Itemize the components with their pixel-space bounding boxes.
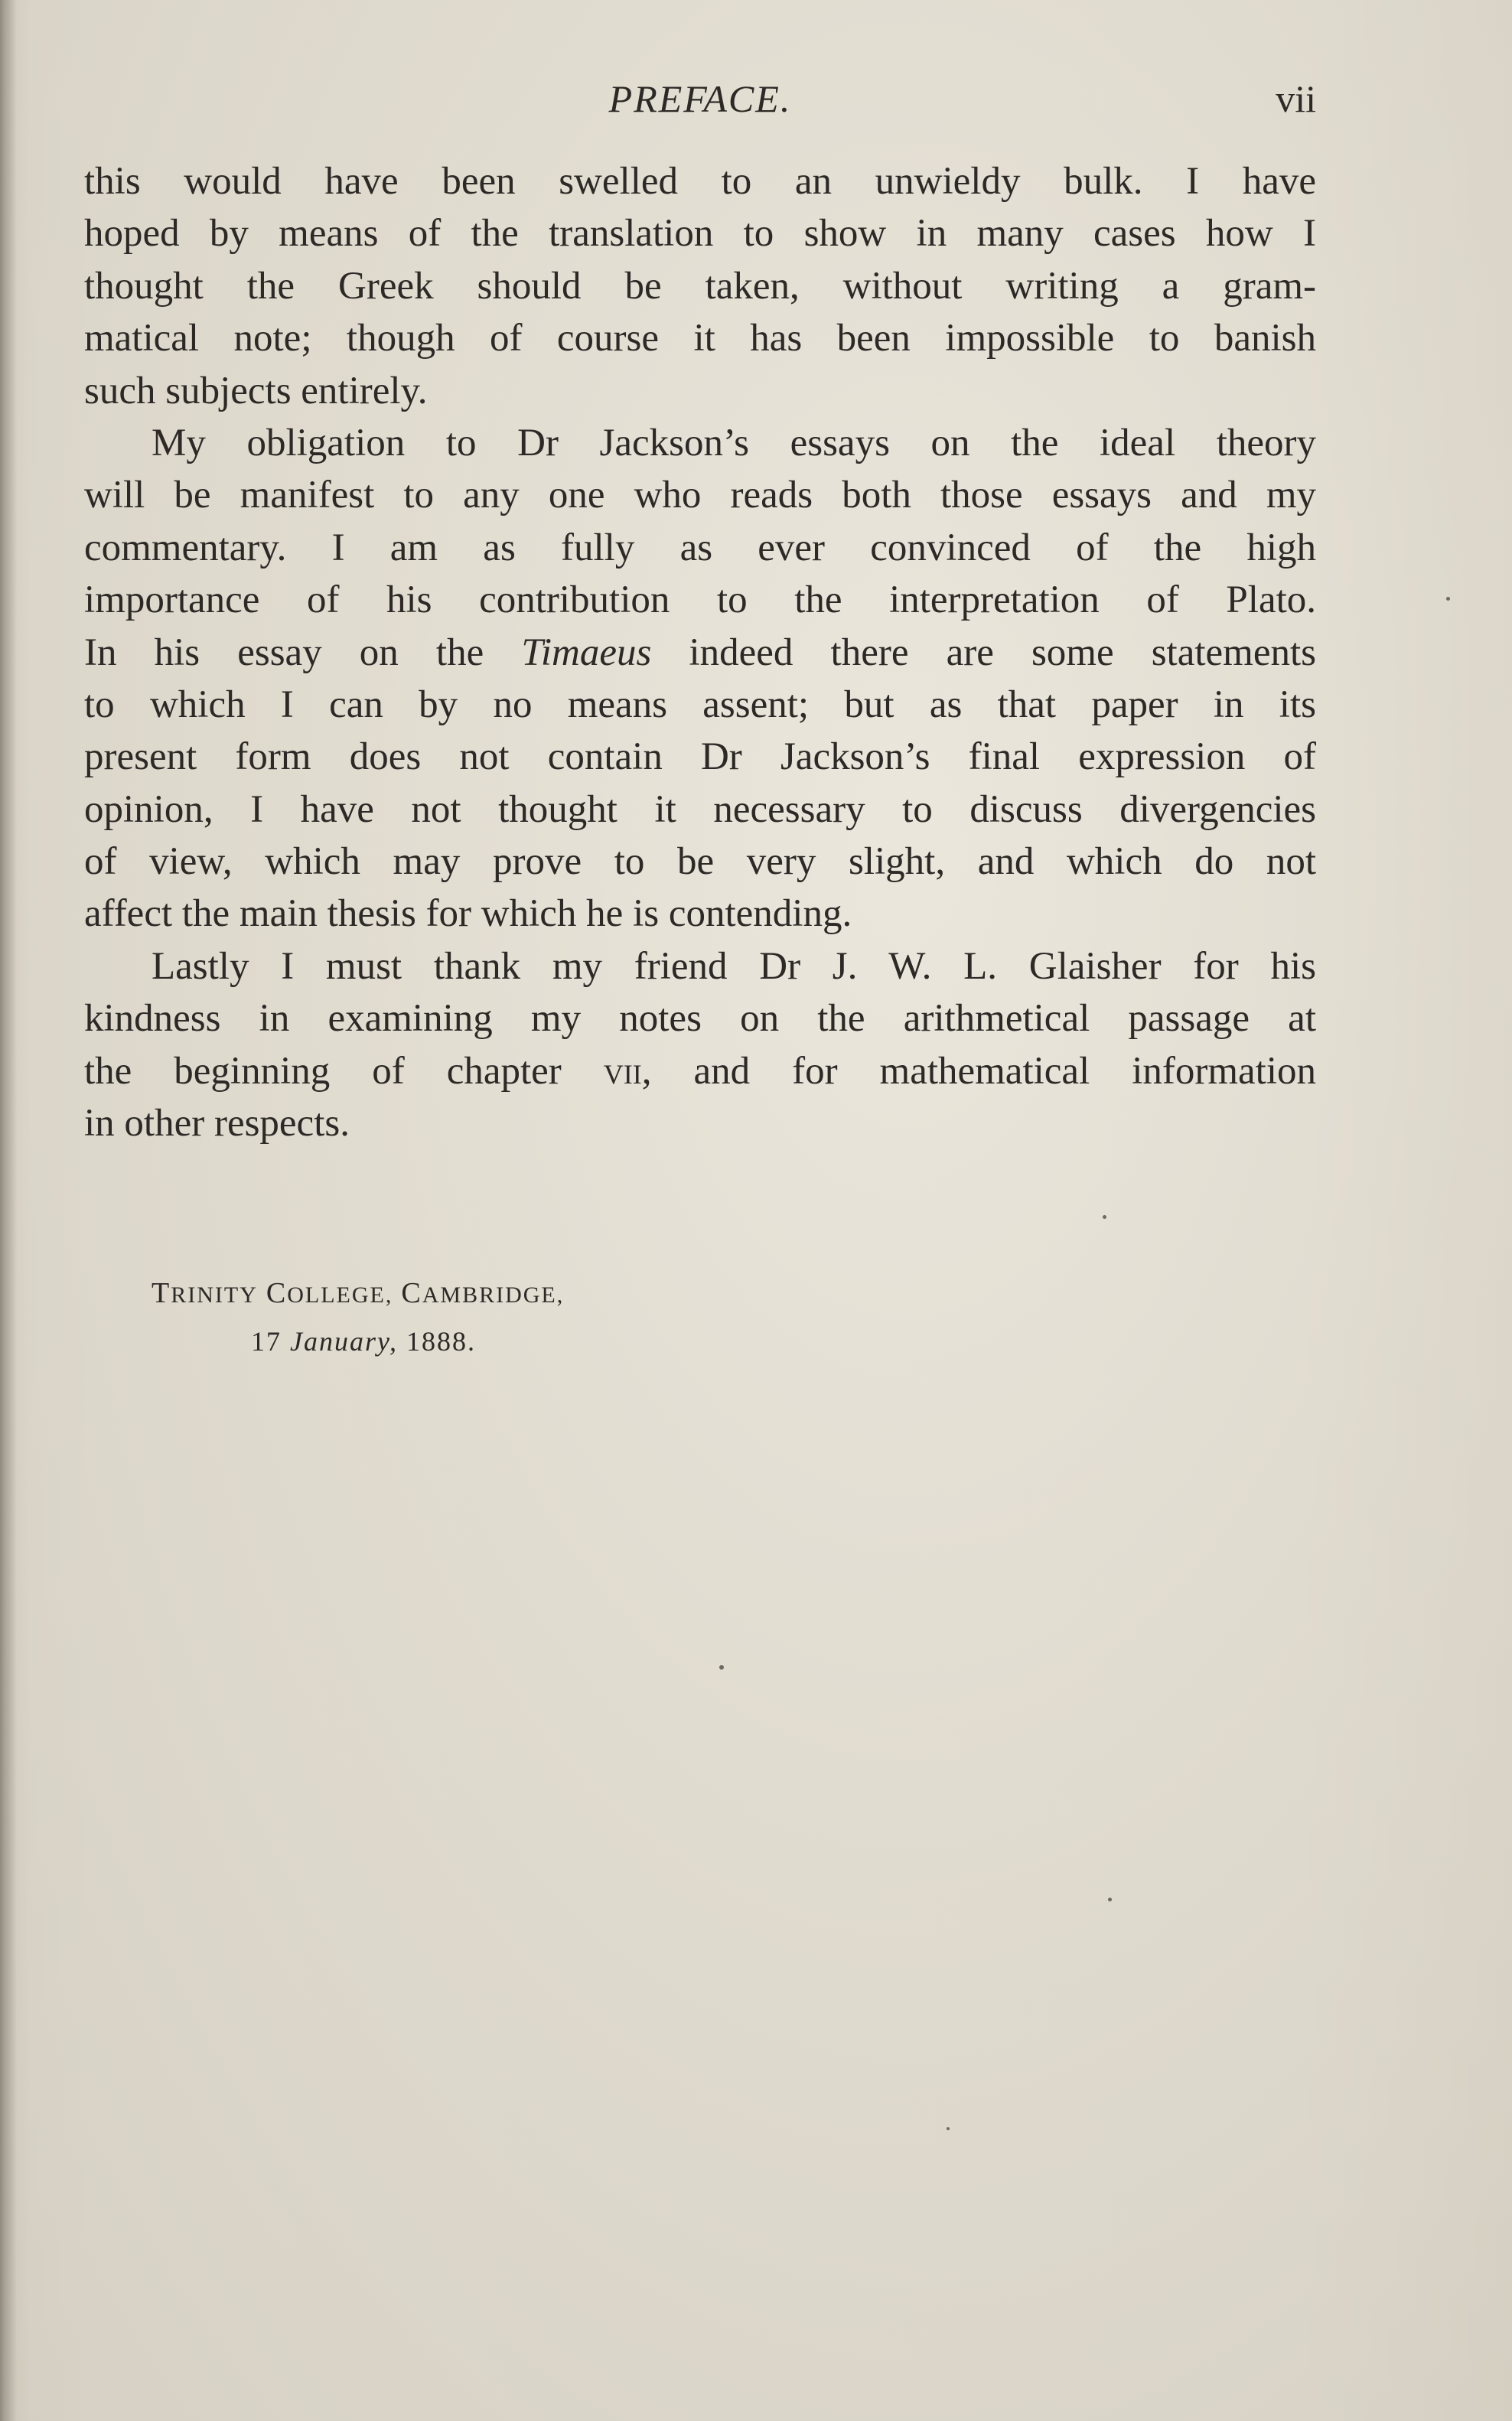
paper-speck — [947, 2127, 950, 2130]
preface-body — [84, 155, 1316, 1149]
paper-speck — [1446, 597, 1450, 601]
letter-rest: RINITY — [171, 1282, 258, 1308]
text-line: in other respects. — [84, 1102, 350, 1145]
date-month: January, — [290, 1326, 398, 1357]
signature-date — [152, 1318, 564, 1364]
text-fragment: , and for mathematical information — [641, 1049, 1316, 1093]
paper-speck — [719, 1665, 724, 1670]
letter: C — [266, 1277, 288, 1309]
page-title: PREFACE. — [608, 77, 792, 120]
italic-title-timaeus: Timaeus — [521, 631, 652, 674]
text-line: importance of his contribution to the interpretation of Plato. — [84, 578, 1316, 622]
text-line-chapter — [84, 1045, 1316, 1097]
text-fragment: the beginning of chapter — [84, 1049, 604, 1093]
text-line: matical note; though of course it has been impossible to banish — [84, 317, 1316, 360]
text-line: to which I can by no means assent; but as that paper in its — [84, 683, 1316, 726]
text-fragment: In his essay on the — [84, 631, 522, 674]
text-line: hoped by means of the translation to show in many cases how I — [84, 212, 1316, 256]
chapter-number: vii — [603, 1049, 642, 1093]
text-line: kindness in examining my notes on the arithmetical passage at — [84, 997, 1316, 1041]
signature-block — [152, 1270, 564, 1364]
letter-rest: AMBRIDGE, — [422, 1282, 565, 1308]
letter: T — [152, 1277, 171, 1309]
paper-speck — [1103, 1215, 1106, 1219]
text-line: this would have been swelled to an unwieldy bulk. I have — [84, 160, 1316, 203]
text-line: of view, which may prove to be very slight, and which do not — [84, 840, 1316, 884]
text-line: opinion, I have not thought it necessary to discuss divergencies — [84, 787, 1316, 831]
text-line-timaeus — [84, 627, 1316, 679]
text-line: commentary. I am as fully as ever convinced of the high — [84, 526, 1316, 569]
running-head — [84, 77, 1316, 122]
text-line: affect the main thesis for which he is contending. — [84, 892, 852, 936]
text-line: present form does not contain Dr Jackson’s final expression of — [84, 735, 1316, 779]
letter-rest: OLLEGE, — [287, 1282, 393, 1308]
text-line: such subjects entirely. — [84, 369, 428, 412]
text-fragment: indeed there are some statements — [651, 631, 1316, 674]
paper-speck — [1108, 1898, 1112, 1901]
date-day: 17 — [251, 1326, 282, 1357]
text-line: thought the Greek should be taken, without writing a gram- — [84, 264, 1316, 308]
date-year: 1888. — [406, 1326, 476, 1357]
text-line: Lastly I must thank my friend Dr J. W. L. Glaisher for his — [152, 944, 1316, 988]
spine-shadow — [0, 0, 17, 2421]
letter: C — [401, 1277, 422, 1309]
text-line: will be manifest to any one who reads both those essays and my — [84, 474, 1316, 517]
signature-place — [152, 1270, 564, 1318]
text-line: My obligation to Dr Jackson’s essays on the ideal theory — [152, 421, 1316, 464]
page-number: vii — [1276, 77, 1316, 120]
